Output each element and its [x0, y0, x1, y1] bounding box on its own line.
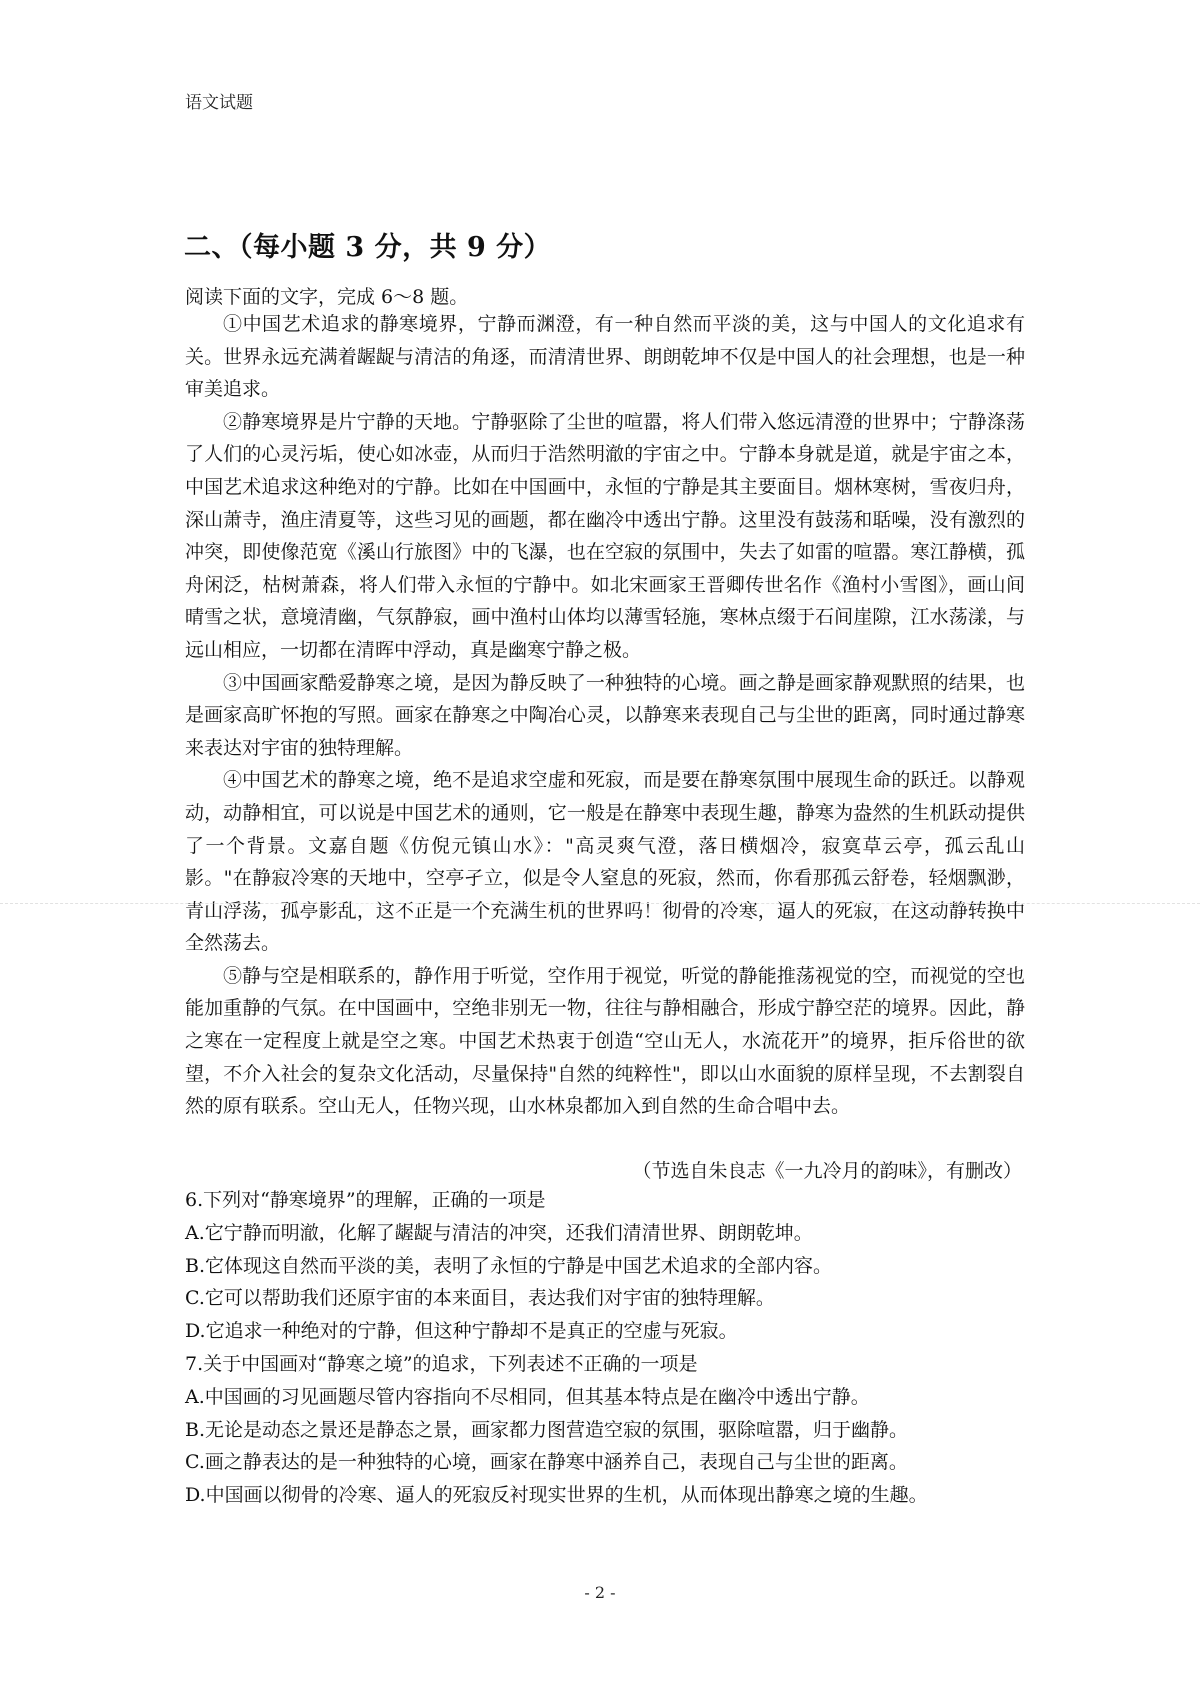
question-6-stem: 6.下列对“静寒境界”的理解，正确的一项是 [185, 1189, 546, 1211]
question-block [185, 1184, 1045, 1512]
paragraph-5: ⑤静与空是相联系的，静作用于听觉，空作用于视觉，听觉的静能推荡视觉的空，而视觉的空也能加重静的气氛。在中国画中，空绝非别无一物，往往与静相融合，形成宁静空茫的境界。因此，静之寒在一定程度上就是空之寒。中国艺术热衷于创造“空山无人，水流花开”的境界，拒斥俗世的欲望，不介入社会的复杂文化活动，尽量保持"自然的纯粹性"，即以山水面貌的原样呈现，不去割裂自然的原有联系。空山无人，任物兴现，山水林泉都加入到自然的生命合唱中去。 [185, 964, 1025, 1118]
question-7-option-c: C.画之静表达的是一种独特的心境，画家在静寒中涵养自己，表现自己与尘世的距离。 [185, 1451, 908, 1474]
page-header: 语文试题 [185, 93, 253, 113]
source-citation: （节选自朱良志《一九冷月的韵味》，有删改） [632, 1160, 1022, 1182]
question-6-option-d: D.它追求一种绝对的宁静，但这种宁静却不是真正的空虚与死寂。 [185, 1320, 738, 1343]
section-title: 二、（每小题 3 分，共 9 分） [184, 232, 552, 263]
reading-passage [185, 308, 1025, 1123]
question-6-option-b: B.它体现这自然而平淡的美，表明了永恒的宁静是中国艺术追求的全部内容。 [185, 1254, 833, 1277]
question-6-option-a: A.它宁静而明澈，化解了龌龊与清洁的冲突，还我们清清世界、朗朗乾坤。 [185, 1221, 813, 1244]
question-7-option-d: D.中国画以彻骨的冷寒、逼人的死寂反衬现实世界的生机，从而体现出静寒之境的生趣。 [185, 1484, 928, 1507]
page-fold-divider [0, 903, 1200, 904]
question-7-option-b: B.无论是动态之景还是静态之景，画家都力图营造空寂的氛围，驱除喧嚣，归于幽静。 [185, 1418, 909, 1441]
question-6-option-c: C.它可以帮助我们还原宇宙的本来面目，表达我们对宇宙的独特理解。 [185, 1287, 775, 1310]
paragraph-4: ④中国艺术的静寒之境，绝不是追求空虚和死寂，而是要在静寒氛围中展现生命的跃迁。以静观动，动静相宜，可以说是中国艺术的通则，它一般是在静寒中表现生趣，静寒为盎然的生机跃动提供了一个背景。文嘉自题《仿倪元镇山水》："高灵爽气澄，落日横烟冷，寂寞草云亭，孤云乱山影。"在静寂冷寒的天地中，空亭孑立，似是令人窒息的死寂，然而，你看那孤云舒卷，轻烟飘渺，青山浮荡，孤亭影乱，这不正是一个充满生机的世界吗！彻骨的冷寒，逼人的死寂，在这动静转换中全然荡去。 [185, 769, 1025, 955]
paragraph-1: ①中国艺术追求的静寒境界，宁静而渊澄，有一种自然而平淡的美，这与中国人的文化追求有关。世界永远充满着龌龊与清洁的角逐，而清清世界、朗朗乾坤不仅是中国人的社会理想，也是一种审美追求。 [185, 313, 1025, 401]
instruction-text: 阅读下面的文字，完成 6～8 题。 [185, 286, 469, 308]
question-7-option-a: A.中国画的习见画题尽管内容指向不尽相同，但其基本特点是在幽冷中透出宁静。 [185, 1385, 870, 1408]
page-number: - 2 - [584, 1583, 616, 1602]
question-7-stem: 7.关于中国画对“静寒之境”的追求，下列表述不正确的一项是 [185, 1352, 698, 1375]
paragraph-3: ③中国画家酷爱静寒之境，是因为静反映了一种独特的心境。画之静是画家静观默照的结果，也是画家高旷怀抱的写照。画家在静寒之中陶冶心灵，以静寒来表现自己与尘世的距离，同时通过静寒来表达对宇宙的独特理解。 [185, 671, 1025, 759]
paragraph-2: ②静寒境界是片宁静的天地。宁静驱除了尘世的喧嚣，将人们带入悠远清澄的世界中；宁静涤荡了人们的心灵污垢，使心如冰壶，从而归于浩然明澈的宇宙之中。宁静本身就是道，就是宇宙之本，中国艺术追求这种绝对的宁静。比如在中国画中，永恒的宁静是其主要面目。烟林寒树，雪夜归舟，深山萧寺，渔庄清夏等，这些习见的画题，都在幽冷中透出宁静。这里没有鼓荡和聒噪，没有激烈的冲突，即使像范宽《溪山行旅图》中的飞瀑，也在空寂的氛围中，失去了如雷的喧嚣。寒江静横，孤舟闲泛，枯树萧森，将人们带入永恒的宁静中。如北宋画家王晋卿传世名作《渔村小雪图》，画山间晴雪之状，意境清幽，气氛静寂，画中渔村山体均以薄雪轻施，寒林点缀于石间崖隙，江水荡漾，与远山相应，一切都在清晖中浮动，真是幽寒宁静之极。 [185, 410, 1025, 661]
